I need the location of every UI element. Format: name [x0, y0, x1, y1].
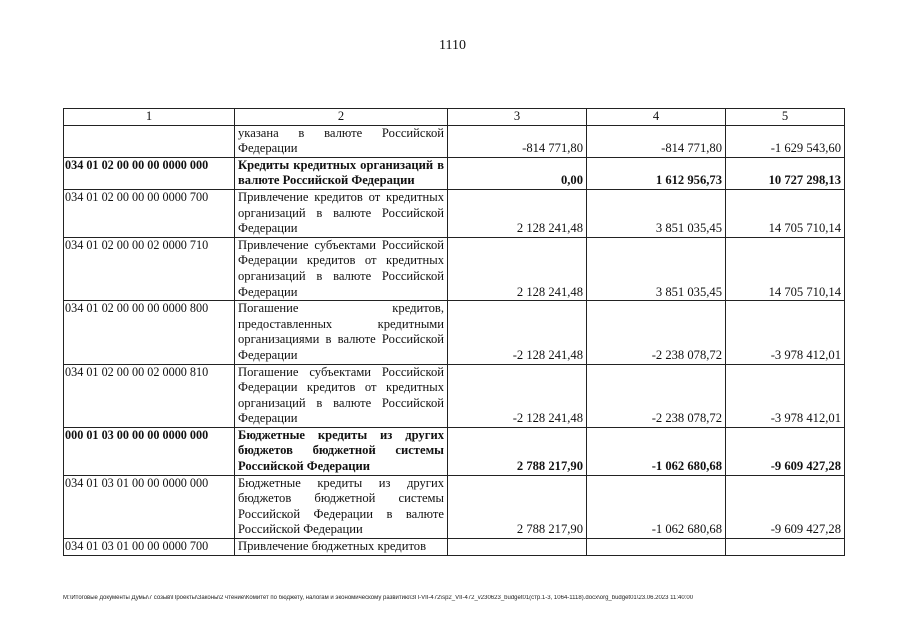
table-row [64, 157, 845, 189]
code-cell: 034 01 02 00 00 00 0000 700 [64, 189, 235, 237]
table-header-row [64, 109, 845, 126]
value-col-5-cell: -3 978 412,01 [726, 364, 845, 427]
table-row [64, 189, 845, 237]
value-col-5-cell: 14 705 710,14 [726, 189, 845, 237]
table-row [64, 301, 845, 364]
table-row [64, 125, 845, 157]
name-cell: Погашение субъектами Российской Федерации кредитов от кредитных организаций в валюте Российской Федерации [235, 364, 448, 427]
file-path-footer: M:\Итоговые документы Думы\7 созыв\Проекты\Законы\2 чтение\Комитет по бюджету, налогам и экономическому развитию\ЗП-VII-472\sp2_VII-472_v230623_budget01(стр.1-3, 1064-1118).docx\org_budget01\23.06.2023 11:40:00 [63, 595, 694, 601]
name-cell: Бюджетные кредиты из других бюджетов бюджетной системы Российской Федерации в валюте Российской Федерации [235, 475, 448, 538]
name-cell: Бюджетные кредиты из других бюджетов бюджетной системы Российской Федерации [235, 427, 448, 475]
value-col-3-cell: 2 128 241,48 [448, 189, 587, 237]
value-col-3-cell: -814 771,80 [448, 125, 587, 157]
value-col-3-cell: 0,00 [448, 157, 587, 189]
code-cell: 034 01 02 00 00 02 0000 710 [64, 237, 235, 300]
header-col-2: 2 [235, 109, 448, 126]
code-cell: 000 01 03 00 00 00 0000 000 [64, 427, 235, 475]
header-col-4: 4 [587, 109, 726, 126]
table-row [64, 539, 845, 556]
value-col-4-cell: 3 851 035,45 [587, 237, 726, 300]
value-col-5-cell: -3 978 412,01 [726, 301, 845, 364]
table-row [64, 475, 845, 538]
table-row [64, 237, 845, 300]
value-col-4-cell: -2 238 078,72 [587, 301, 726, 364]
header-col-1: 1 [64, 109, 235, 126]
value-col-5-cell: -9 609 427,28 [726, 475, 845, 538]
page-number: 1110 [439, 38, 466, 53]
value-col-5-cell: -1 629 543,60 [726, 125, 845, 157]
value-col-4-cell: 1 612 956,73 [587, 157, 726, 189]
name-cell: указана в валюте Российской Федерации [235, 125, 448, 157]
name-cell: Кредиты кредитных организаций в валюте Российской Федерации [235, 157, 448, 189]
header-col-3: 3 [448, 109, 587, 126]
value-col-3-cell: 2 788 217,90 [448, 475, 587, 538]
name-cell: Привлечение бюджетных кредитов [235, 539, 448, 556]
value-col-3-cell: -2 128 241,48 [448, 301, 587, 364]
value-col-4-cell [587, 539, 726, 556]
value-col-3-cell: 2 788 217,90 [448, 427, 587, 475]
name-cell: Привлечение субъектами Российской Федерации кредитов от кредитных организаций в валюте Российской Федерации [235, 237, 448, 300]
header-col-5: 5 [726, 109, 845, 126]
value-col-4-cell: 3 851 035,45 [587, 189, 726, 237]
value-col-5-cell: 14 705 710,14 [726, 237, 845, 300]
value-col-4-cell: -2 238 078,72 [587, 364, 726, 427]
value-col-4-cell: -1 062 680,68 [587, 475, 726, 538]
value-col-5-cell [726, 539, 845, 556]
code-cell: 034 01 03 01 00 00 0000 000 [64, 475, 235, 538]
code-cell: 034 01 03 01 00 00 0000 700 [64, 539, 235, 556]
code-cell: 034 01 02 00 00 00 0000 000 [64, 157, 235, 189]
value-col-3-cell [448, 539, 587, 556]
name-cell: Погашение кредитов, предоставленных кредитными организациями в валюте Российской Федерации [235, 301, 448, 364]
table-row [64, 427, 845, 475]
code-cell: 034 01 02 00 00 00 0000 800 [64, 301, 235, 364]
name-cell: Привлечение кредитов от кредитных организаций в валюте Российской Федерации [235, 189, 448, 237]
value-col-4-cell: -1 062 680,68 [587, 427, 726, 475]
value-col-3-cell: 2 128 241,48 [448, 237, 587, 300]
code-cell [64, 125, 235, 157]
code-cell: 034 01 02 00 00 02 0000 810 [64, 364, 235, 427]
budget-table [63, 108, 845, 556]
table-row [64, 364, 845, 427]
value-col-5-cell: 10 727 298,13 [726, 157, 845, 189]
value-col-4-cell: -814 771,80 [587, 125, 726, 157]
value-col-3-cell: -2 128 241,48 [448, 364, 587, 427]
value-col-5-cell: -9 609 427,28 [726, 427, 845, 475]
